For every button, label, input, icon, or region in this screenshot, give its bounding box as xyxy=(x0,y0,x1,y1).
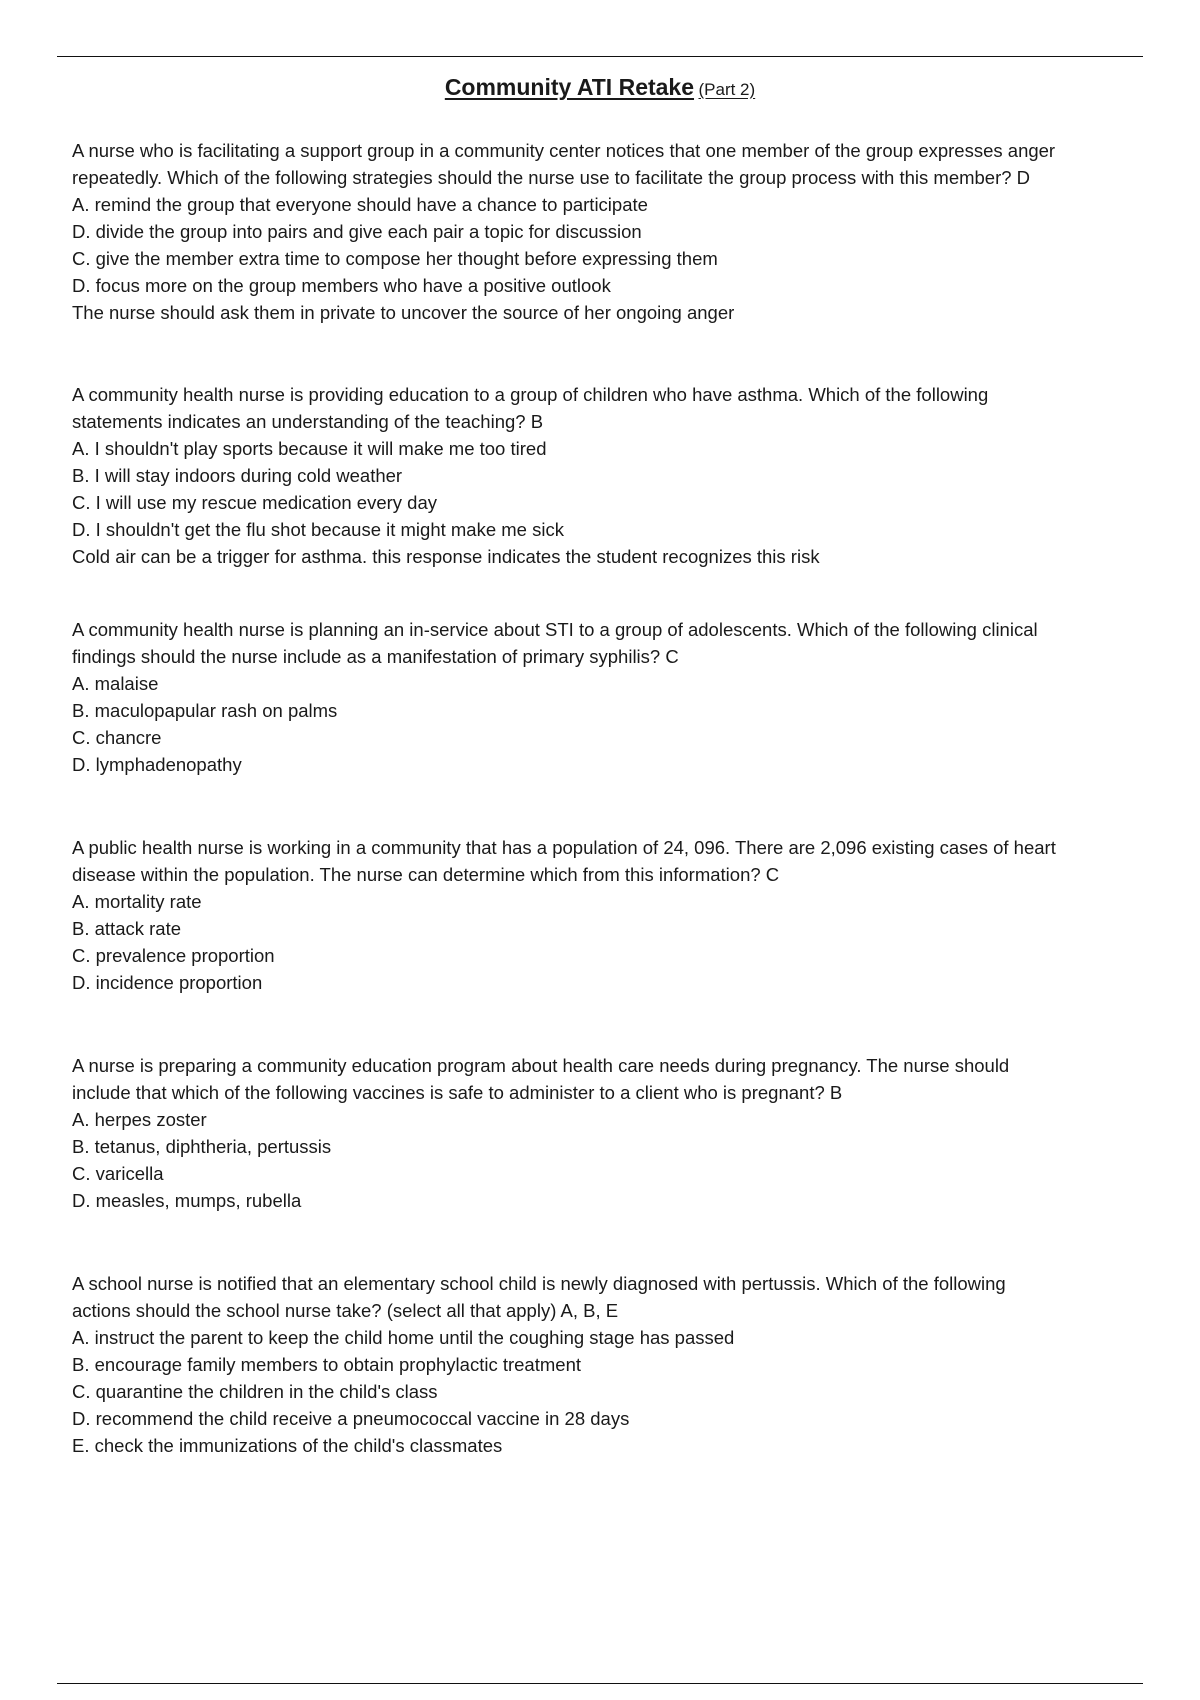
page-title xyxy=(0,74,1200,101)
answer-option: C. quarantine the children in the child's class xyxy=(72,1381,438,1402)
question-stem: disease within the population. The nurse can determine which from this information? C xyxy=(72,864,780,885)
question-stem: A school nurse is notified that an elementary school child is newly diagnosed with pertussis. Which of the following xyxy=(72,1273,1006,1294)
answer-option: D. I shouldn't get the flu shot because it might make me sick xyxy=(72,519,564,540)
question-stem: actions should the school nurse take? (select all that apply) A, B, E xyxy=(72,1300,619,1321)
question-stem: A community health nurse is planning an in-service about STI to a group of adolescents. Which of the following clinical xyxy=(72,619,1038,640)
answer-option: A. mortality rate xyxy=(72,891,202,912)
answer-option: B. tetanus, diphtheria, pertussis xyxy=(72,1136,332,1157)
answer-option: C. chancre xyxy=(72,727,162,748)
question-stem: repeatedly. Which of the following strategies should the nurse use to facilitate the group process with this member? D xyxy=(72,167,1031,188)
question-stem: findings should the nurse include as a manifestation of primary syphilis? C xyxy=(72,646,679,667)
answer-option: A. remind the group that everyone should have a chance to participate xyxy=(72,194,648,215)
answer-option: D. divide the group into pairs and give each pair a topic for discussion xyxy=(72,221,642,242)
question-4 xyxy=(72,834,1164,996)
answer-option: C. prevalence proportion xyxy=(72,945,275,966)
bottom-rule xyxy=(57,1683,1143,1684)
answer-option: D. focus more on the group members who have a positive outlook xyxy=(72,275,611,296)
answer-option: B. I will stay indoors during cold weather xyxy=(72,465,403,486)
question-stem: A community health nurse is providing education to a group of children who have asthma. Which of the following xyxy=(72,384,989,405)
answer-option: D. lymphadenopathy xyxy=(72,754,242,775)
answer-option: B. attack rate xyxy=(72,918,181,939)
answer-option: D. incidence proportion xyxy=(72,972,263,993)
question-stem: A public health nurse is working in a community that has a population of 24, 096. There are 2,096 existing cases of heart xyxy=(72,837,1056,858)
title-main: Community ATI Retake xyxy=(444,74,695,100)
question-stem: A nurse is preparing a community education program about health care needs during pregnancy. The nurse should xyxy=(72,1055,1010,1076)
question-3 xyxy=(72,616,1164,778)
question-6 xyxy=(72,1270,1164,1459)
question-stem: include that which of the following vaccines is safe to administer to a client who is pregnant? B xyxy=(72,1082,843,1103)
title-part: (Part 2) xyxy=(698,80,756,99)
answer-rationale: Cold air can be a trigger for asthma. this response indicates the student recognizes this risk xyxy=(72,546,820,567)
answer-option: A. instruct the parent to keep the child home until the coughing stage has passed xyxy=(72,1327,735,1348)
answer-option: E. check the immunizations of the child's classmates xyxy=(72,1435,503,1456)
answer-option: A. herpes zoster xyxy=(72,1109,207,1130)
answer-option: C. I will use my rescue medication every day xyxy=(72,492,437,513)
question-1 xyxy=(72,137,1164,326)
answer-option: A. malaise xyxy=(72,673,159,694)
question-stem: A nurse who is facilitating a support group in a community center notices that one member of the group expresses anger xyxy=(72,140,1056,161)
answer-option: C. varicella xyxy=(72,1163,164,1184)
question-stem: statements indicates an understanding of the teaching? B xyxy=(72,411,544,432)
answer-option: A. I shouldn't play sports because it will make me too tired xyxy=(72,438,547,459)
answer-option: B. encourage family members to obtain prophylactic treatment xyxy=(72,1354,581,1375)
answer-option: D. measles, mumps, rubella xyxy=(72,1190,302,1211)
answer-option: B. maculopapular rash on palms xyxy=(72,700,338,721)
top-rule xyxy=(57,56,1143,57)
question-5 xyxy=(72,1052,1164,1214)
answer-rationale: The nurse should ask them in private to uncover the source of her ongoing anger xyxy=(72,302,735,323)
question-2 xyxy=(72,381,1164,570)
answer-option: D. recommend the child receive a pneumococcal vaccine in 28 days xyxy=(72,1408,630,1429)
answer-option: C. give the member extra time to compose her thought before expressing them xyxy=(72,248,718,269)
